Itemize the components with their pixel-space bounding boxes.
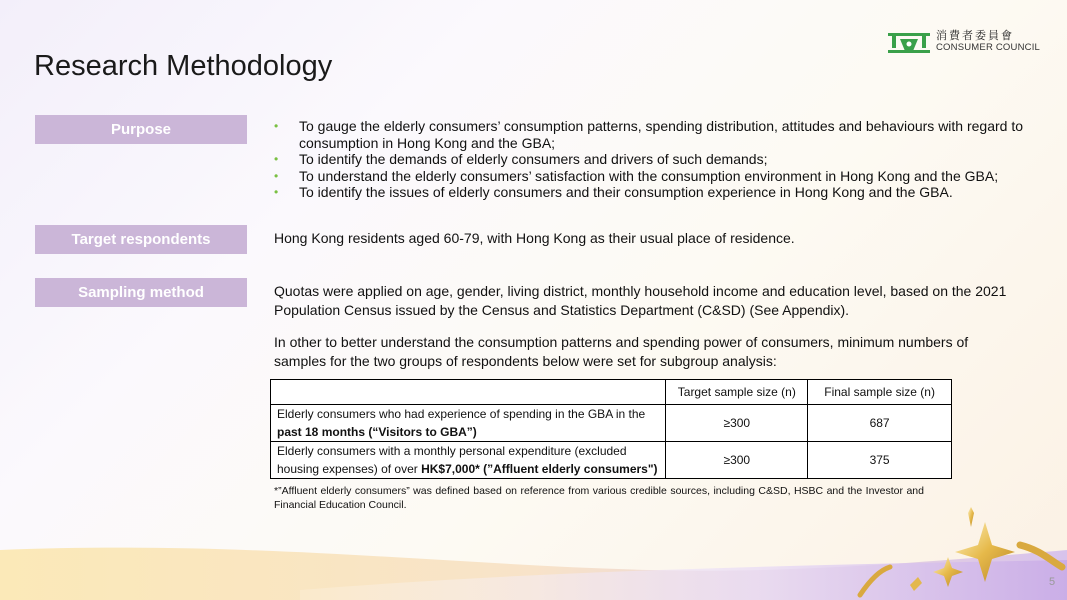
- row-description-bold: HK$7,000* (”Affluent elderly consumers"): [421, 462, 658, 476]
- purpose-bullet-text: To identify the issues of elderly consumers and their consumption experience in Hong Kong and the GBA.: [299, 184, 953, 200]
- purpose-label: Purpose: [35, 115, 247, 144]
- table-header-row: [271, 380, 952, 405]
- sampling-paragraph-2: In other to better understand the consumption patterns and spending power of consumers, minimum numbers of samples for the two groups of respondents below were set for subgroup analysis:: [274, 334, 969, 369]
- list-item: [274, 151, 1044, 168]
- row-final-size: 687: [808, 405, 952, 442]
- bullet-icon: •: [274, 185, 279, 199]
- row-target-size: ≥300: [666, 405, 808, 442]
- list-item: [274, 184, 1044, 201]
- page-title: Research Methodology: [34, 50, 333, 82]
- table-row: [271, 442, 952, 479]
- purpose-bullet-text: To understand the elderly consumers’ satisfaction with the consumption environment in Hong Kong and the GBA;: [299, 167, 999, 184]
- list-item: [274, 168, 1044, 185]
- row-target-size: ≥300: [666, 442, 808, 479]
- logo-english-text: CONSUMER COUNCIL: [936, 42, 1041, 53]
- target-respondents-label: Target respondents: [35, 225, 247, 254]
- row-description-bold: past 18 months (“Visitors to GBA”): [277, 425, 477, 439]
- bullet-icon: •: [274, 152, 279, 166]
- table-header-target: Target sample size (n): [666, 380, 808, 405]
- page-number: 5: [1049, 576, 1056, 588]
- gold-stars-decoration: [850, 505, 1067, 600]
- sampling-method-label: Sampling method: [35, 278, 247, 307]
- table-header-final: Final sample size (n): [808, 380, 952, 405]
- row-description: [271, 442, 666, 479]
- purpose-bullet-text: To identify the demands of elderly consumers and drivers of such demands;: [299, 151, 768, 167]
- bullet-icon: •: [274, 119, 279, 133]
- target-respondents-text: Hong Kong residents aged 60-79, with Hong Kong as their usual place of residence.: [274, 230, 795, 246]
- consumer-council-logo: [886, 29, 1040, 55]
- footnote: *”Affluent elderly consumers” was defined based on reference from various credible sources, including C&SD, HSBC and the Investor and Financial Education Council.: [274, 485, 924, 511]
- logo-chinese-text: 消費者委員會: [936, 29, 1014, 42]
- logo-icon: [886, 29, 932, 55]
- bullet-icon: •: [274, 168, 279, 183]
- table-row: [271, 405, 952, 442]
- sample-size-table: [270, 379, 952, 479]
- row-description-text: Elderly consumers with a monthly personal expenditure (excluded housing expenses) of over: [277, 444, 627, 476]
- row-final-size: 375: [808, 442, 952, 479]
- sampling-paragraph-1: Quotas were applied on age, gender, living district, monthly household income and education level, based on the 2021 Population Census issued by the Census and Statistics Department (C&SD) (See Appendix).: [274, 283, 1007, 318]
- row-description: [271, 405, 666, 442]
- table-header-empty: [271, 380, 666, 405]
- row-description-text: Elderly consumers who had experience of spending in the GBA in the: [277, 407, 646, 421]
- purpose-bullet-text: To gauge the elderly consumers’ consumption patterns, spending distribution, attitudes and behaviours with regard to consumption in Hong Kong and the GBA;: [299, 118, 1024, 151]
- list-item: [274, 118, 1044, 151]
- purpose-list: [274, 118, 1044, 201]
